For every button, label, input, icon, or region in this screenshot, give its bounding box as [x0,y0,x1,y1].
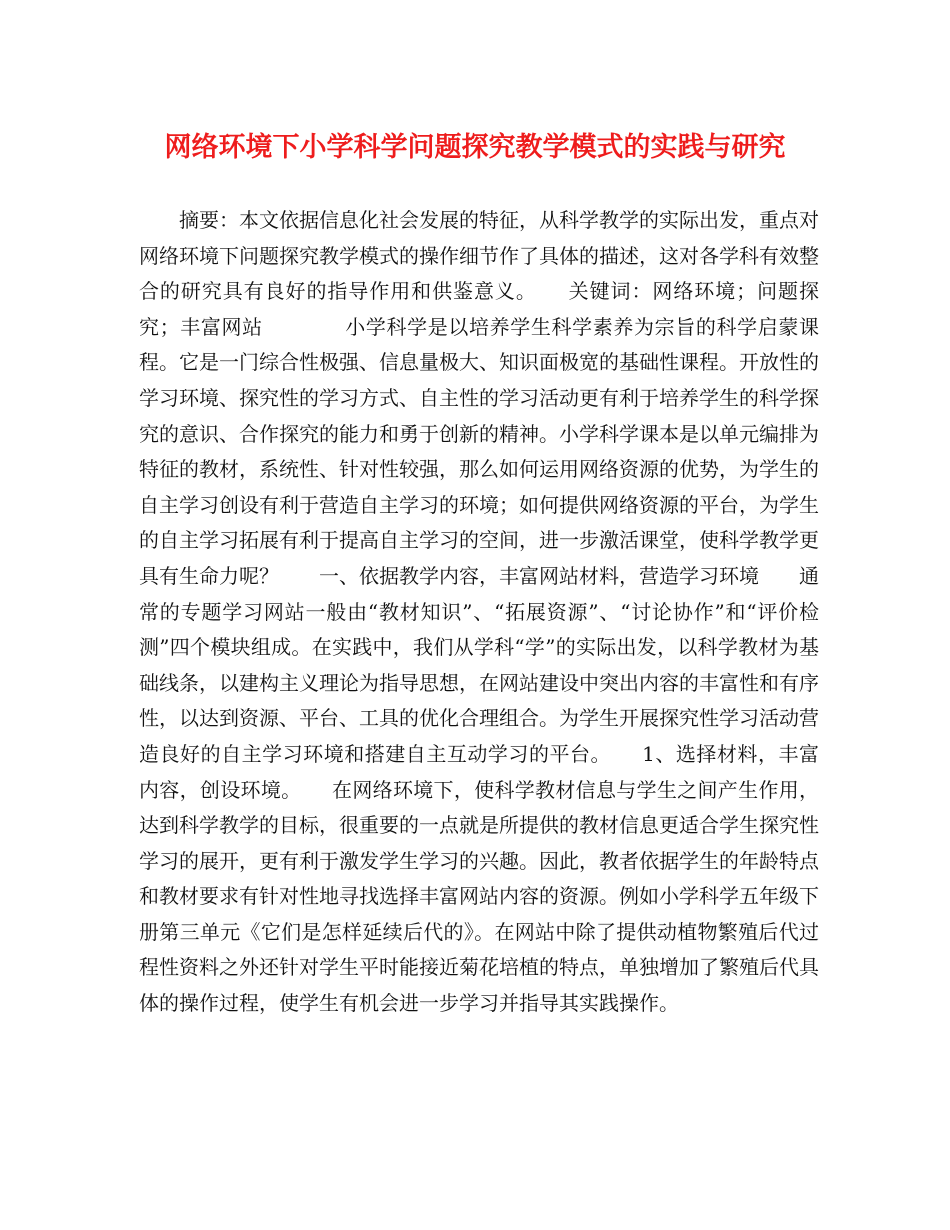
document-body-paragraph: 摘要：本文依据信息化社会发展的特征，从科学教学的实际出发，重点对网络环境下问题探究教学模式的操作细节作了具体的描述，这对各学科有效整合的研究具有良好的指导作用和供鉴意义。 关键词：网络环境；问题探究；丰富网站 小学科学是以培养学生科学素养为宗旨的科学启蒙课程。它是一门综合性极强、信息量极大、知识面极宽的基础性课程。开放性的学习环境、探究性的学习方式、自主性的学习活动更有利于培养学生的科学探究的意识、合作探究的能力和勇于创新的精神。小学科学课本是以单元编排为特征的教材，系统性、针对性较强，那么如何运用网络资源的优势，为学生的自主学习创设有利于营造自主学习的环境；如何提供网络资源的平台，为学生的自主学习拓展有利于提高自主学习的空间，进一步激活课堂，使科学教学更具有生命力呢？ 一、依据教学内容，丰富网站材料，营造学习环境 通常的专题学习网站一般由“教材知识”、“拓展资源”、“讨论协作”和“评价检测”四个模块组成。在实践中，我们从学科“学”的实际出发，以科学教材为基础线条，以建构主义理论为指导思想，在网站建设中突出内容的丰富性和有序性，以达到资源、平台、工具的优化合理组合。为学生开展探究性学习活动营造良好的自主学习环境和搭建自主互动学习的平台。 1、选择材料，丰富内容，创设环境。 在网络环境下，使科学教材信息与学生之间产生作用，达到科学教学的目标，很重要的一点就是所提供的教材信息更适合学生探究性学习的展开，更有利于激发学生学习的兴趣。因此，教者依据学生的年龄特点和教材要求有针对性地寻找选择丰富网站内容的资源。例如小学科学五年级下册第三单元《它们是怎样延续后代的》。在网站中除了提供动植物繁殖后代过程性资料之外还针对学生平时能接近菊花培植的特点，单独增加了繁殖后代具体的操作过程，使学生有机会进一步学习并指导其实践操作。 [139,208,819,1016]
document-title: 网络环境下小学科学问题探究教学模式的实践与研究 [164,132,786,163]
